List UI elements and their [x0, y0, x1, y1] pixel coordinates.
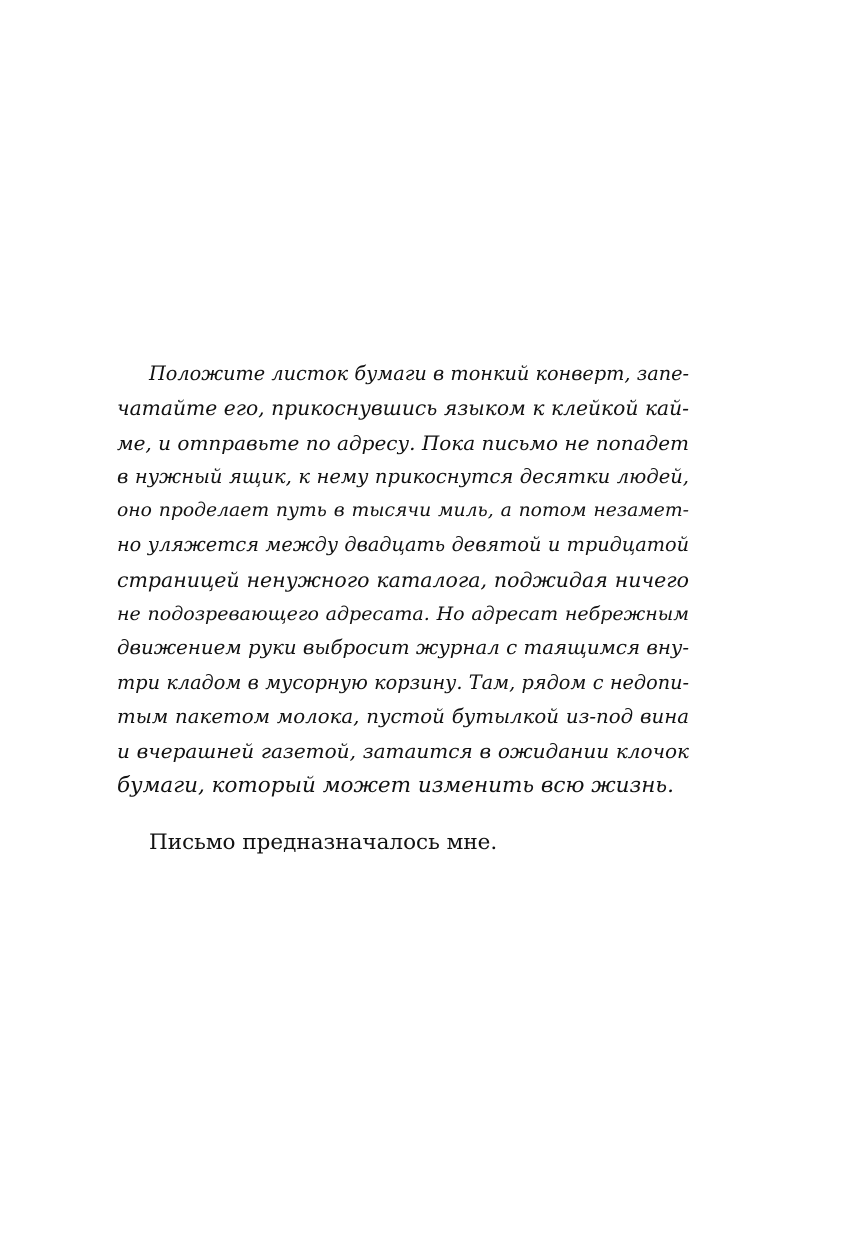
paragraph-line: страницей ненужного каталога, поджидая ничего: [117, 567, 689, 592]
paragraph-line: оно проделает путь в тысячи миль, а потом незамет-: [117, 500, 689, 522]
paragraph-line: и вчерашней газетой, затаится в ожидании клочок: [117, 739, 689, 764]
paragraph-line: тым пакетом молока, пустой бутылкой из-под вина: [117, 704, 689, 728]
paragraph-line: в нужный ящик, к нему прикоснутся десятки людей,: [117, 464, 689, 488]
paragraph-line: не подозревающего адресата. Но адресат небрежным: [117, 603, 689, 626]
paragraph-line: бумаги, который может изменить всю жизнь.: [117, 772, 674, 798]
paragraph-line: движением руки выбросит журнал с таящимся вну-: [117, 636, 689, 660]
italic-paragraph: [117, 357, 689, 803]
paragraph-line: чатайте его, прикоснувшись языком к клейкой кай-: [117, 396, 689, 421]
closing-sentence: Письмо предназначалось мне.: [149, 830, 498, 855]
paragraph-line: Положите листок бумаги в тонкий конверт, запе-: [149, 362, 689, 385]
paragraph-line: три кладом в мусорную корзину. Там, рядом с недопи-: [117, 670, 689, 694]
paragraph-line: ме, и отправьте по адресу. Пока письмо не попадет: [117, 430, 689, 455]
paragraph-line: но уляжется между двадцать девятой и тридцатой: [117, 533, 689, 557]
